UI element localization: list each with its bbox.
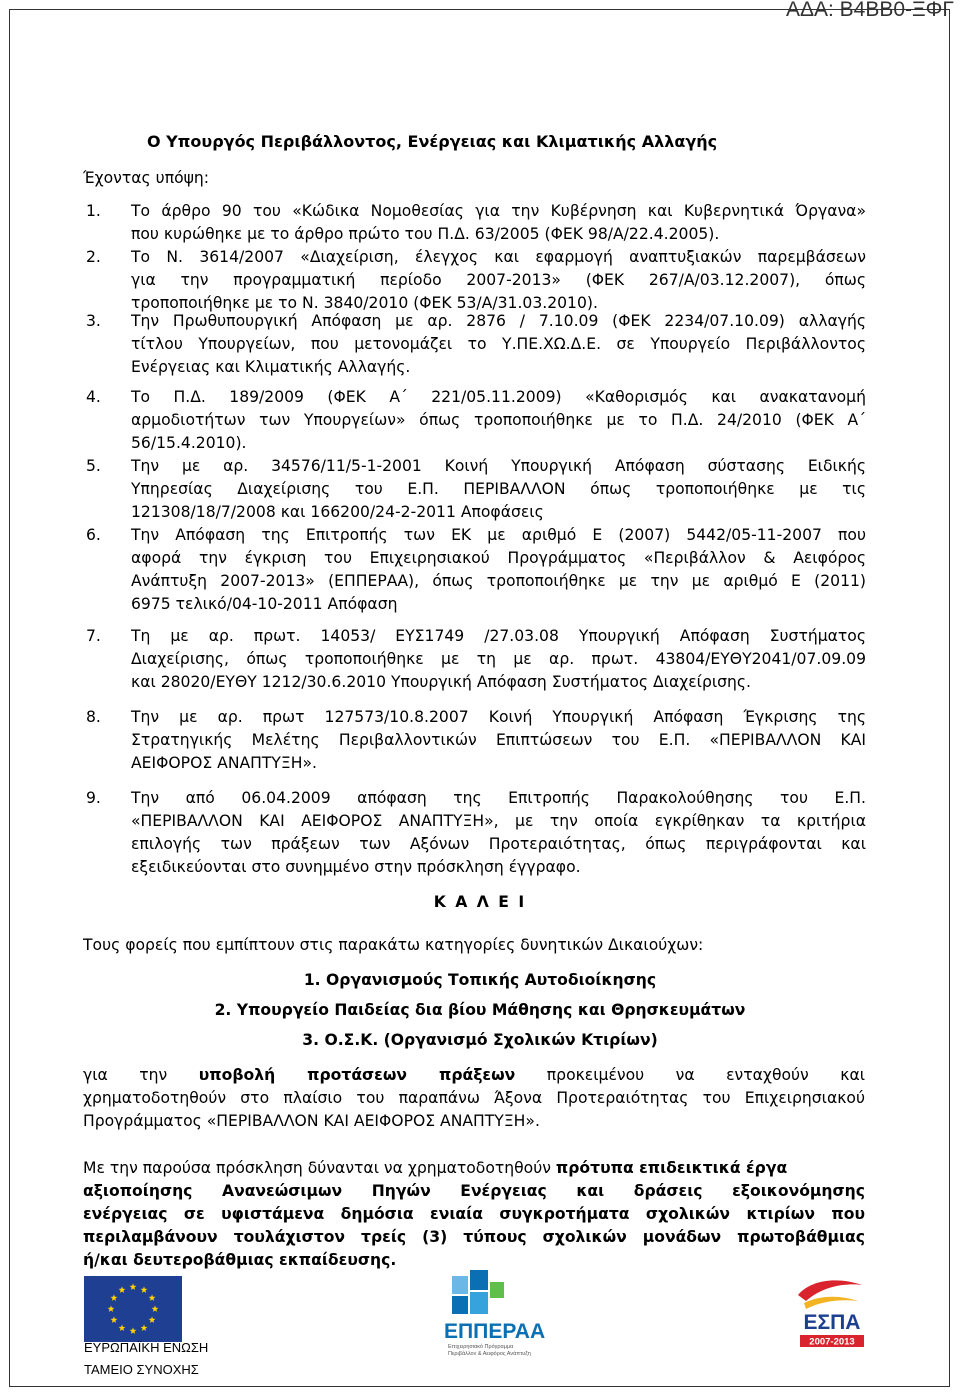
item-line: που κυρώθηκε με το άρθρο πρώτο του Π.Δ. 63/2005 (ΦΕΚ 98/Α/22.4.2005).: [131, 225, 720, 243]
item-number: 9.: [86, 789, 101, 807]
item-line: Το Π.Δ. 189/2009 (ΦΕΚ Α΄ 221/05.11.2009) «Καθορισμός και ανακατανομή: [131, 388, 866, 406]
item-number: 2.: [86, 248, 101, 266]
paragraph-line: Με την παρούσα πρόσκληση δύνανται να χρηματοδοτηθούν πρότυπα επιδεικτικά έργα: [83, 1159, 788, 1177]
item-line: ΑΕΙΦΟΡΟΣ ΑΝΑΠΤΥΞΗ».: [131, 754, 318, 772]
epperaa-logo-name: ΕΠΠΕΡΑΑ: [444, 1320, 546, 1343]
item-line: Την με αρ. 34576/11/5-1-2001 Κοινή Υπουργική Απόφαση σύστασης Ειδικής: [131, 457, 866, 475]
eu-caption-line-1: ΕΥΡΩΠΑΪΚΗ ΕΝΩΣΗ: [84, 1340, 209, 1355]
item-line: Στρατηγικής Μελέτης Περιβαλλοντικών Επιπτώσεων του Ε.Π. «ΠΕΡΙΒΑΛΛΟΝ ΚΑΙ: [131, 731, 866, 749]
paragraph-line: περιλαμβάνουν τουλάχιστον τρείς (3) τύπους σχολικών μονάδων πρωτοβάθμιας: [83, 1228, 865, 1246]
item-line: αφορά την έγκριση του Επιχειρησιακού Προγράμματος «Περιβάλλον & Αειφόρος: [131, 549, 866, 567]
kalei-heading: Κ Α Λ Ε Ι: [433, 893, 527, 911]
paragraph-line: για την υποβολή προτάσεων πράξεων προκειμένου να ενταχθούν και: [83, 1066, 865, 1084]
logo-tile: [470, 1292, 488, 1314]
item-line: 56/15.4.2010).: [131, 434, 247, 452]
item-line: «ΠΕΡΙΒΑΛΛΟΝ ΚΑΙ ΑΕΙΦΟΡΟΣ ΑΝΑΠΤΥΞΗ», με την οποία εγκρίθηκαν τα κριτήρια: [131, 812, 866, 830]
item-number: 1.: [86, 202, 101, 220]
paragraph-line: ή/και δευτεροβάθμιας εκπαίδευσης.: [83, 1251, 397, 1269]
item-line: για την προγραμματική περίοδο 2007-2013» (ΦΕΚ 267/Α/03.12.2007), όπως: [131, 271, 866, 289]
item-line: Ανάπτυξη 2007-2013» (ΕΠΠΕΡΑΑ), όπως τροποποιήθηκε με την με αριθμό Ε (2011): [131, 572, 866, 590]
espa-logo: [792, 1273, 872, 1363]
item-number: 4.: [86, 388, 101, 406]
considering-label: Έχοντας υπόψη:: [83, 169, 210, 187]
espa-logo-years: 2007-2013: [809, 1336, 855, 1348]
item-line: επιλογής των πράξεων των Αξόνων Προτεραιότητας, όπως περιγράφονται και: [131, 835, 866, 853]
category-2: 2. Υπουργείο Παιδείας δια βίου Μάθησης και Θρησκευμάτων: [214, 1001, 746, 1019]
item-line: Την από 06.04.2009 απόφαση της Επιτροπής Παρακολούθησης του Ε.Π.: [131, 789, 866, 807]
epperaa-logo: [440, 1268, 560, 1360]
category-3: 3. Ο.Σ.Κ. (Οργανισμό Σχολικών Κτιρίων): [302, 1031, 658, 1049]
paragraph-line: ενέργειας σε υφιστάμενα δημόσια ενιαία συγκροτήματα σχολικών κτιρίων που: [83, 1205, 865, 1223]
item-line: αρμοδιοτήτων των Υπουργείων» όπως τροποποιήθηκε με το Π.Δ. 24/2010 (ΦΕΚ Α΄: [131, 411, 866, 429]
eu-caption-line-2: ΤΑΜΕΙΟ ΣΥΝΟΧΗΣ: [84, 1362, 199, 1377]
item-line: Την με αρ. πρωτ 127573/10.8.2007 Κοινή Υπουργική Απόφαση Έγκρισης της: [131, 708, 866, 726]
invite-line: Τους φορείς που εμπίπτουν στις παρακάτω κατηγορίες δυνητικών Δικαιούχων:: [83, 936, 704, 954]
item-number: 6.: [86, 526, 101, 544]
item-line: Διαχείρισης, όπως τροποποιήθηκε με τη με αρ. πρωτ. 43804/ΕΥΘΥ2041/07.09.09: [131, 650, 866, 668]
epperaa-logo-subtitle-1: Επιχειρησιακό Πρόγραμμα: [448, 1344, 514, 1350]
item-line: Το Ν. 3614/2007 «Διαχείριση, έλεγχος και εφαρμογή αναπτυξιακών παρεμβάσεων: [131, 248, 866, 266]
item-line: Τη με αρ. πρωτ. 14053/ ΕΥΣ1749 /27.03.08 Υπουργική Απόφαση Συστήματος: [131, 627, 866, 645]
epperaa-logo-subtitle-2: Περιβάλλον & Αειφόρος Ανάπτυξη: [448, 1351, 531, 1357]
item-line: και 28020/ΕΥΘΥ 1212/30.6.2010 Υπουργική Απόφαση Συστήματος Διαχείρισης.: [131, 673, 752, 691]
logo-tile: [470, 1270, 488, 1290]
item-line: Το άρθρο 90 του «Κώδικα Νομοθεσίας για την Κυβέρνηση και Κυβερνητικά Όργανα»: [131, 202, 866, 220]
item-number: 5.: [86, 457, 101, 475]
paragraph-line: χρηματοδοτηθούν στο πλαίσιο του παραπάνω Άξονα Προτεραιότητας του Επιχειρησιακού: [83, 1089, 865, 1107]
logo-tile: [452, 1276, 468, 1294]
paragraph-line: αξιοποίησης Ανανεώσιμων Πηγών Ενέργειας και δράσεις εξοικονόμησης: [83, 1182, 865, 1200]
item-line: εξειδικεύονται στο συνημμένο στην πρόσκληση έγγραφο.: [131, 858, 581, 876]
item-line: Την Πρωθυπουργική Απόφαση με αρ. 2876 / 7.10.09 (ΦΕΚ 2234/07.10.09) αλλαγής: [131, 312, 866, 330]
eu-flag-logo: [84, 1276, 182, 1342]
logo-tile: [452, 1296, 468, 1314]
item-line: 121308/18/7/2008 και 166200/24-2-2011 Αποφάσεις: [131, 503, 544, 521]
espa-swoosh: [804, 1297, 858, 1309]
paragraph-line: Προγράμματος «ΠΕΡΙΒΑΛΛΟΝ ΚΑΙ ΑΕΙΦΟΡΟΣ ΑΝΑΠΤΥΞΗ».: [83, 1112, 540, 1130]
document-heading: Ο Υπουργός Περιβάλλοντος, Ενέργειας και Κλιματικής Αλλαγής: [147, 132, 718, 151]
category-1: 1. Οργανισμούς Τοπικής Αυτοδιοίκησης: [303, 971, 657, 989]
item-line: τροποποιήθηκε με το Ν. 3840/2010 (ΦΕΚ 53/Α/31.03.2010).: [131, 294, 598, 312]
ada-code: ΑΔΑ: Β4ΒΒ0-ΞΦΓ: [785, 0, 954, 21]
logo-tile: [490, 1282, 504, 1298]
item-line: Ενέργειας και Κλιματικής Αλλαγής.: [131, 358, 411, 376]
item-line: Την Απόφαση της Επιτροπής των ΕΚ με αριθμό Ε (2007) 5442/05-11-2007 που: [131, 526, 866, 544]
item-line: 6975 τελικό/04-10-2011 Απόφαση: [131, 595, 398, 613]
item-line: τίτλου Υπουργείων, που μετονομάζει το Υ.ΠΕ.ΧΩ.Δ.Ε. σε Υπουργείο Περιβάλλοντος: [131, 335, 866, 353]
item-line: Υπηρεσίας Διαχείρισης του Ε.Π. ΠΕΡΙΒΑΛΛΟΝ όπως τροποποιήθηκε με τις: [131, 480, 866, 498]
item-number: 3.: [86, 312, 101, 330]
espa-logo-name: ΕΣΠΑ: [803, 1311, 861, 1334]
item-number: 8.: [86, 708, 101, 726]
item-number: 7.: [86, 627, 101, 645]
